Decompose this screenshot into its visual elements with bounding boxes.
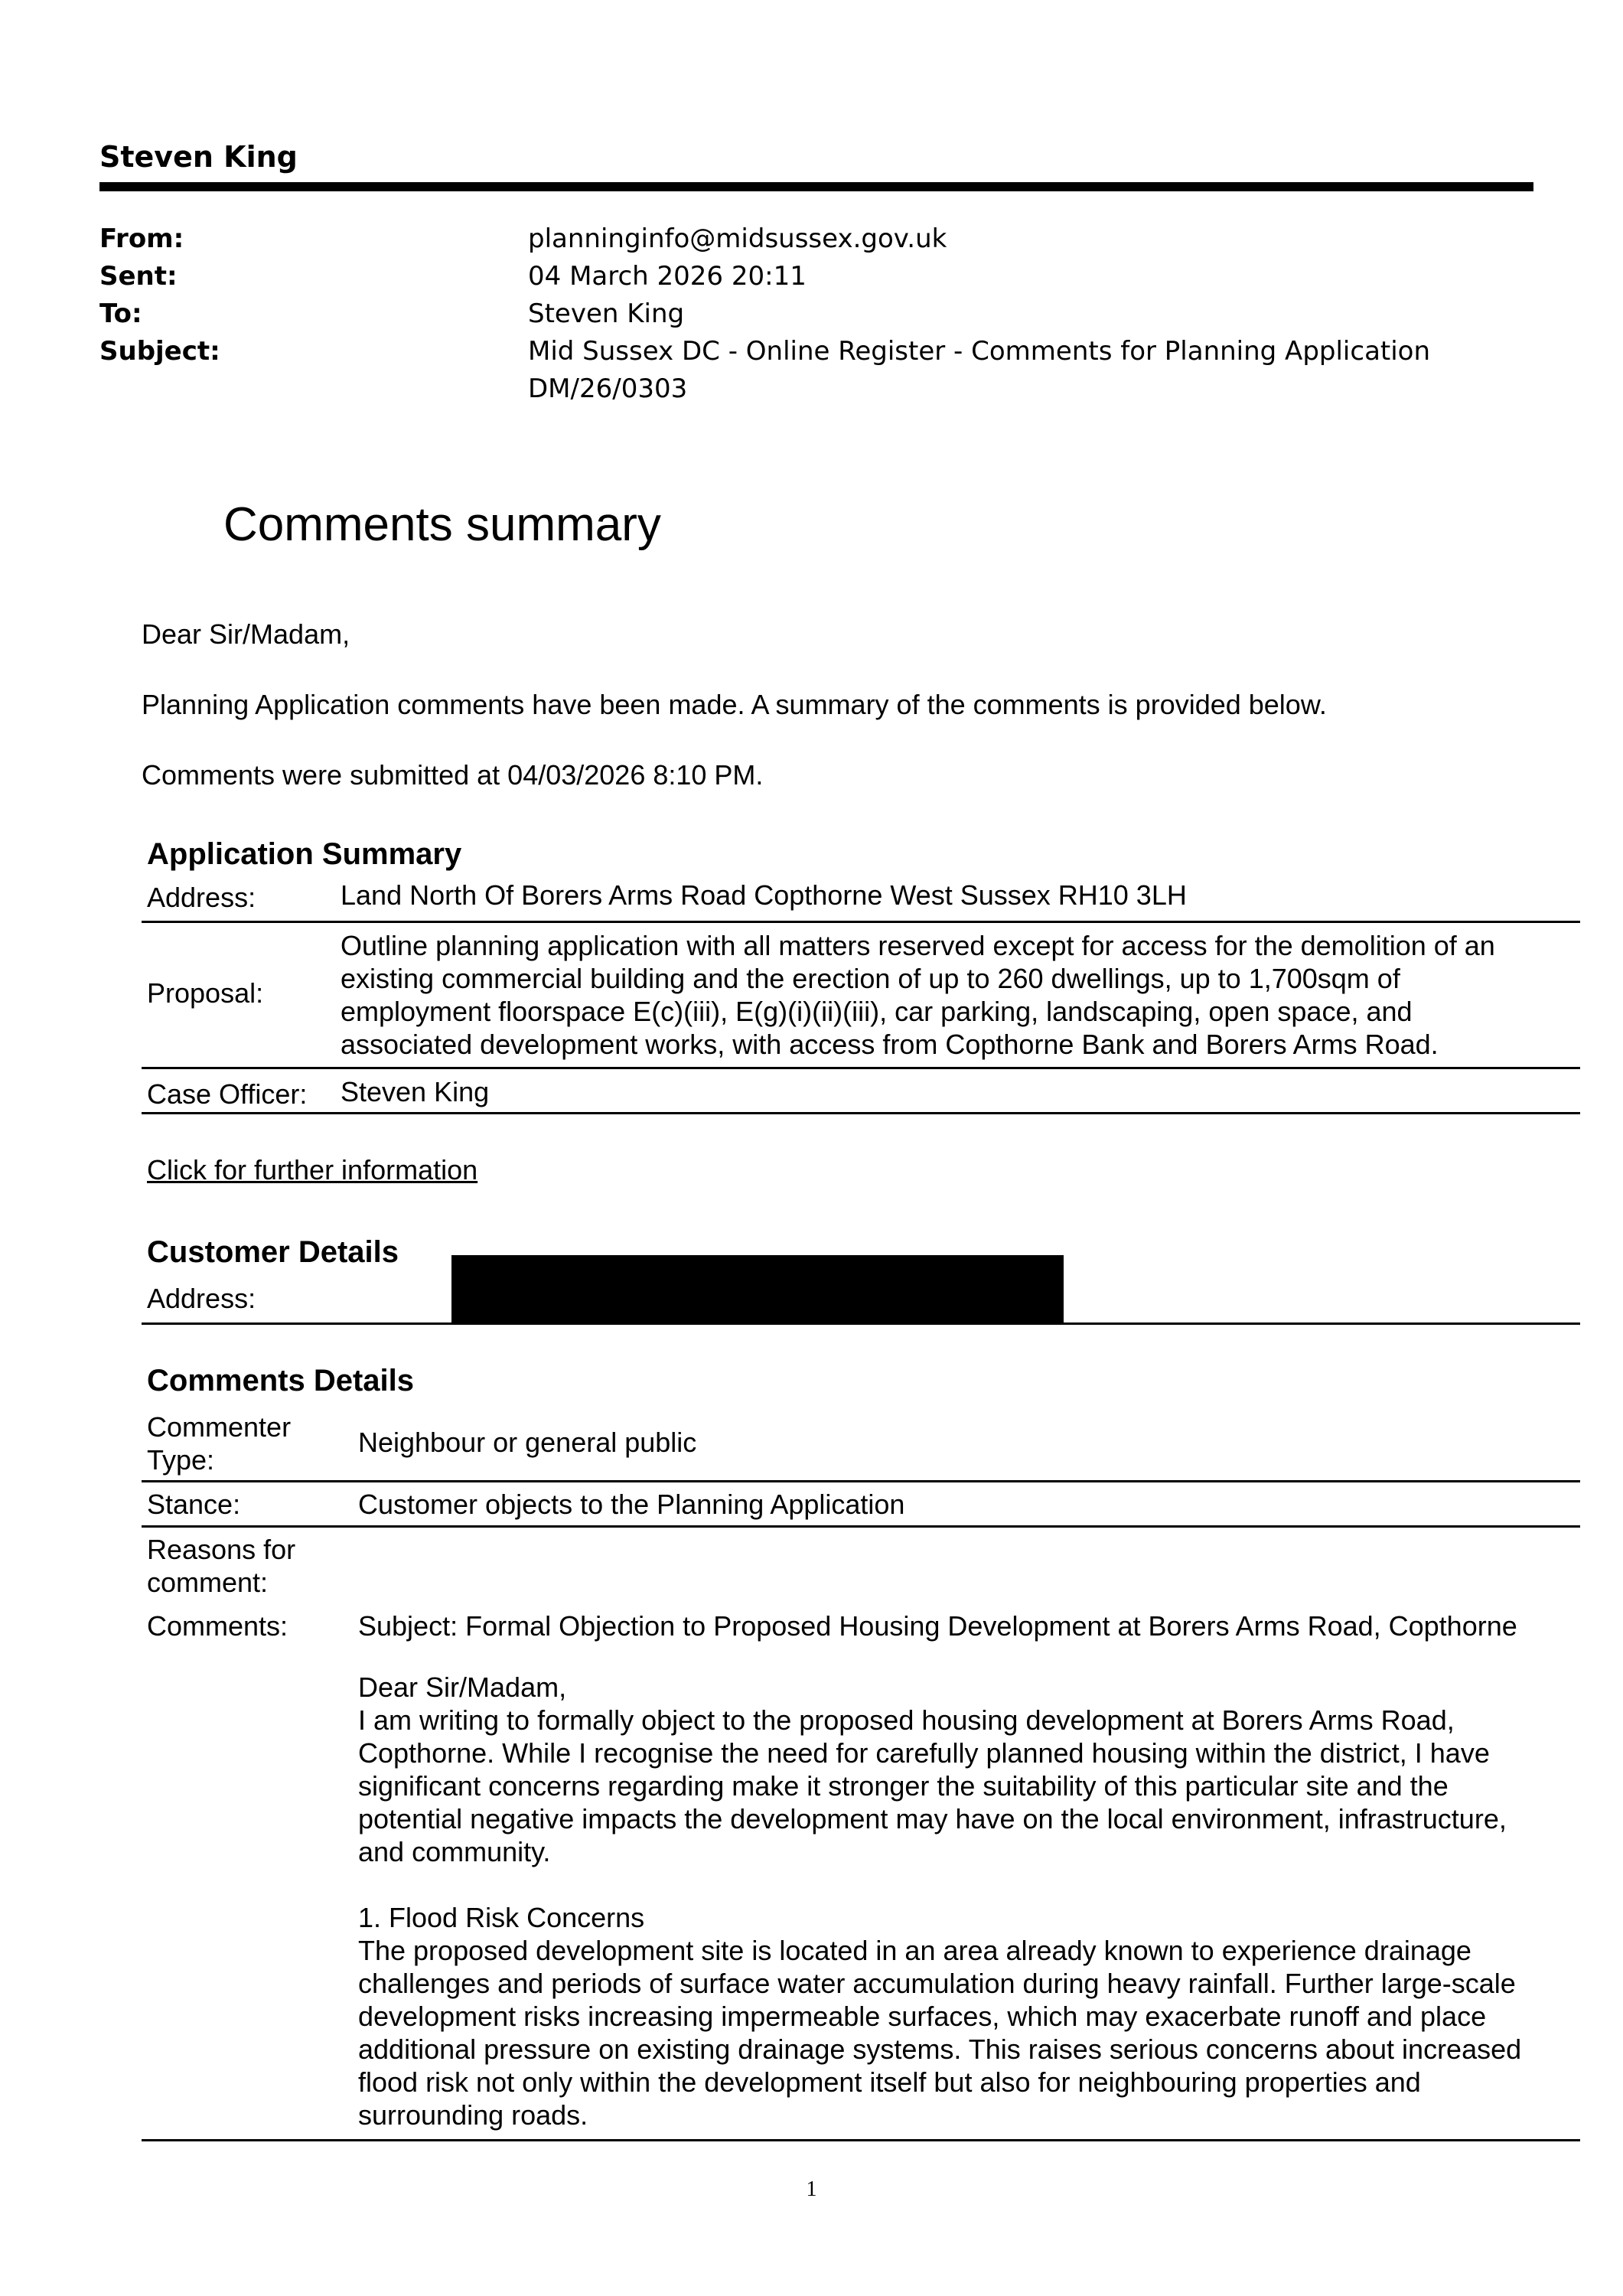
from-label: From: <box>99 223 184 254</box>
case-officer-label: Case Officer: <box>147 1078 308 1110</box>
comment-line: significant concerns regarding make it stronger the suitability of this particular site and the <box>358 1770 1449 1802</box>
page-number: 1 <box>806 2177 817 2201</box>
table-divider <box>142 1480 1580 1482</box>
table-divider <box>142 1525 1580 1528</box>
subject-value-line-2: DM/26/0303 <box>528 373 688 404</box>
sent-value: 04 March 2026 20:11 <box>528 261 807 292</box>
comment-line: and community. <box>358 1836 551 1867</box>
proposal-line: employment floorspace E(c)(iii), E(g)(i)(ii)(iii), car parking, landscaping, open space, and <box>341 996 1413 1027</box>
address-value: Land North Of Borers Arms Road Copthorne West Sussex RH10 3LH <box>341 879 1187 911</box>
comments-text <box>358 1671 1582 2131</box>
comment-line: surrounding roads. <box>358 2099 588 2131</box>
paragraph-gap <box>358 1868 1582 1901</box>
comment-line: 1. Flood Risk Concerns <box>358 1902 645 1933</box>
proposal-line: Outline planning application with all matters reserved except for access for the demolition of an <box>341 930 1495 961</box>
comment-line: challenges and periods of surface water accumulation during heavy rainfall. Further large-scale <box>358 1968 1516 1999</box>
intro-text: Planning Application comments have been made. A summary of the comments is provided below. <box>142 689 1327 720</box>
from-value: planninginfo@midsussex.gov.uk <box>528 223 947 254</box>
reasons-label: comment: <box>147 1567 269 1598</box>
page-title: Comments summary <box>223 498 661 551</box>
stance-value: Customer objects to the Planning Application <box>358 1489 905 1520</box>
comments-label: Comments: <box>147 1610 288 1642</box>
customer-address-label: Address: <box>147 1283 256 1314</box>
comment-line: Dear Sir/Madam, <box>358 1671 567 1703</box>
reasons-label: Reasons for <box>147 1534 296 1565</box>
table-divider <box>142 2139 1580 2141</box>
sender-name: Steven King <box>99 140 298 174</box>
customer-details-heading: Customer Details <box>147 1235 399 1269</box>
sent-label: Sent: <box>99 261 178 292</box>
comment-line: The proposed development site is located in an area already known to experience drainage <box>358 1935 1471 1966</box>
comments-subject: Subject: Formal Objection to Proposed Housing Development at Borers Arms Road, Copthorne <box>358 1610 1517 1642</box>
header-rule <box>99 182 1533 191</box>
to-label: To: <box>99 298 142 329</box>
submitted-text: Comments were submitted at 04/03/2026 8:10 PM. <box>142 759 764 791</box>
comment-line: flood risk not only within the development itself but also for neighbouring properties and <box>358 2066 1421 2098</box>
commenter-type-label: Type: <box>147 1444 215 1476</box>
subject-value-line-1: Mid Sussex DC - Online Register - Comments for Planning Application <box>528 336 1431 367</box>
table-divider <box>142 1112 1580 1114</box>
subject-label: Subject: <box>99 336 220 367</box>
table-divider <box>142 1322 1580 1325</box>
comments-details-heading: Comments Details <box>147 1364 414 1397</box>
commenter-type-label: Commenter <box>147 1411 292 1443</box>
proposal-label: Proposal: <box>147 977 264 1009</box>
comment-line: Copthorne. While I recognise the need for carefully planned housing within the district, I have <box>358 1737 1490 1769</box>
table-divider <box>142 921 1580 923</box>
further-information-link[interactable]: Click for further information <box>147 1154 478 1186</box>
comment-line: I am writing to formally object to the proposed housing development at Borers Arms Road, <box>358 1704 1455 1736</box>
stance-label: Stance: <box>147 1489 241 1520</box>
commenter-type-value: Neighbour or general public <box>358 1427 697 1458</box>
greeting: Dear Sir/Madam, <box>142 618 350 650</box>
comment-line: additional pressure on existing drainage systems. This raises serious concerns about increased <box>358 2033 1522 2065</box>
case-officer-value: Steven King <box>341 1076 490 1107</box>
application-summary-heading: Application Summary <box>147 837 462 871</box>
comment-line: development risks increasing impermeable surfaces, which may exacerbate runoff and place <box>358 2001 1487 2032</box>
proposal-line: existing commercial building and the erection of up to 260 dwellings, up to 1,700sqm of <box>341 963 1400 994</box>
comment-line: potential negative impacts the development may have on the local environment, infrastructure, <box>358 1803 1507 1835</box>
proposal-line: associated development works, with access from Copthorne Bank and Borers Arms Road. <box>341 1029 1439 1060</box>
table-divider <box>142 1067 1580 1069</box>
address-label: Address: <box>147 882 256 913</box>
redacted-address <box>451 1255 1064 1322</box>
to-value: Steven King <box>528 298 685 329</box>
